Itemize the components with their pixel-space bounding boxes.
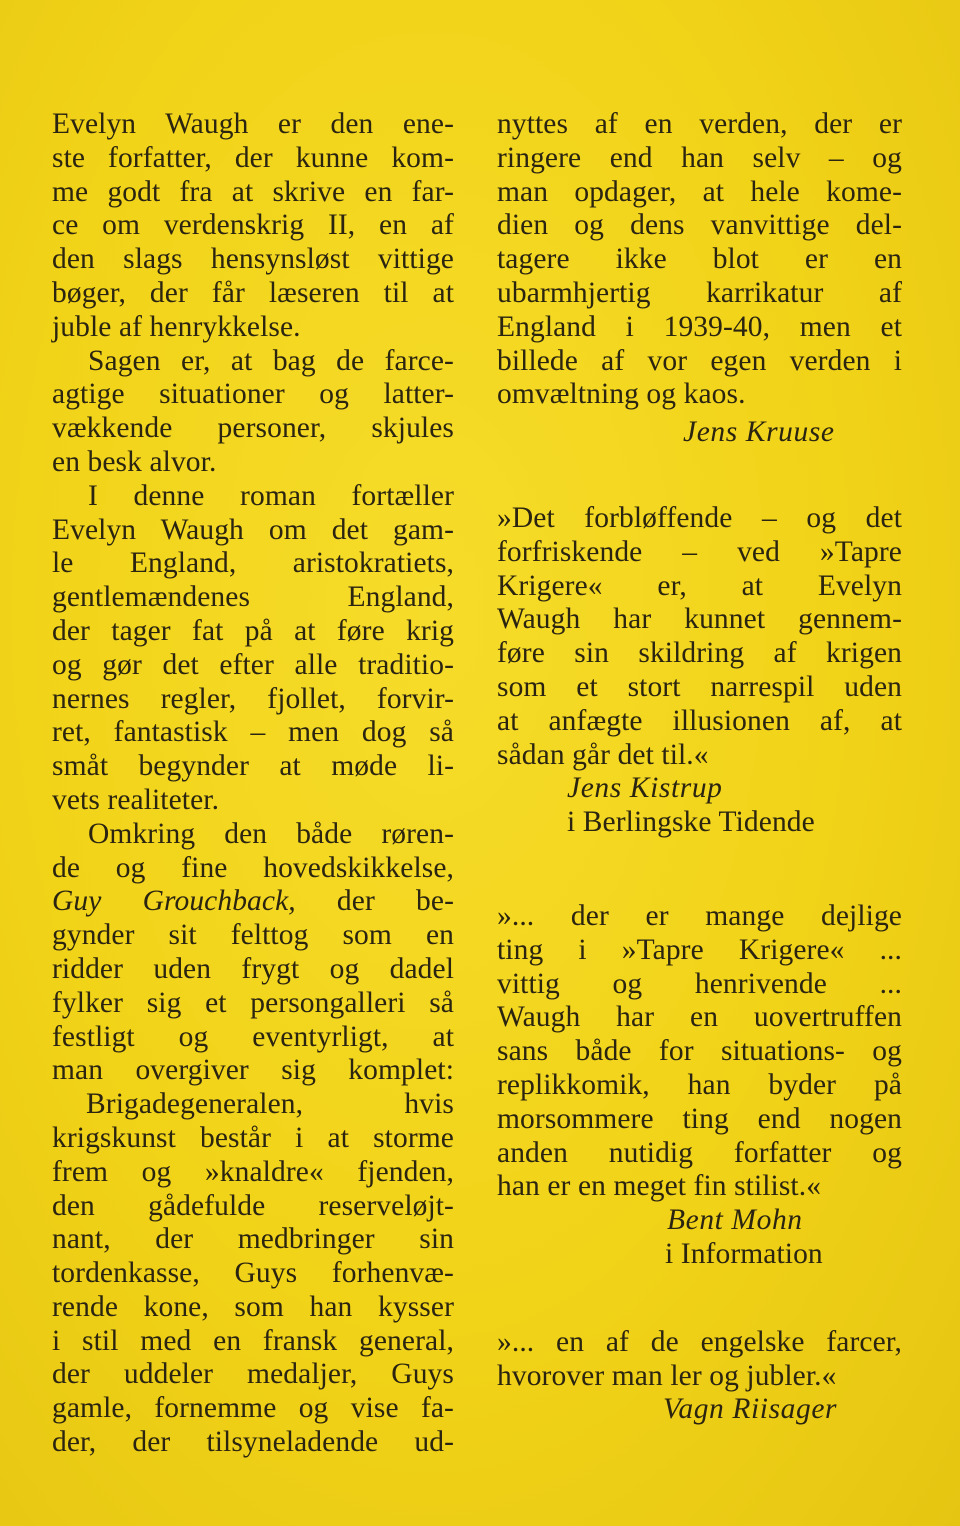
text-line: nyttes af en verden, der er	[497, 108, 902, 140]
text-line: England i 1939-40, men et	[497, 310, 902, 343]
text-line: billede af vor egen verden i	[497, 344, 902, 377]
text-line: frem og »knaldre« fjenden,	[52, 1155, 454, 1188]
blurb-column	[52, 108, 454, 1460]
text-line: den slags hensynsløst vittige	[52, 243, 454, 276]
text-line: som et stort narrespil uden	[497, 670, 902, 703]
text-line: en besk alvor.	[52, 445, 217, 478]
text-line: Waugh har kunnet gennem-	[497, 603, 902, 636]
text-line: Omkring den både røren-	[88, 817, 454, 850]
text-line: le England, aristokratiets,	[52, 547, 454, 580]
text-fragment: der be-	[336, 885, 454, 918]
review-source: i Information	[665, 1237, 823, 1270]
review-author: Vagn Riisager	[663, 1393, 838, 1426]
text-line: I denne roman fortæller	[88, 479, 454, 512]
protagonist-name: Guy Grouchback,	[52, 885, 296, 918]
text-line: krigskunst består i at storme	[52, 1121, 454, 1154]
text-line: tagere ikke blot er en	[497, 243, 902, 276]
review-author: Jens Kistrup	[567, 772, 723, 805]
text-line: ridder uden frygt og dadel	[52, 952, 454, 985]
text-line: ce om verdenskrig II, en af	[52, 209, 454, 242]
text-line: rende kone, som han kysser	[52, 1290, 454, 1323]
text-line: Sagen er, at bag de farce-	[88, 344, 454, 377]
text-line: der tager fat på at føre krig	[52, 614, 454, 647]
text-line: fylker sig et persongalleri så	[52, 986, 454, 1019]
text-line: hvorover man ler og jubler.«	[497, 1359, 837, 1392]
text-line: forfriskende – ved »Tapre	[497, 535, 902, 568]
reviews-column	[497, 108, 902, 1427]
text-line: Evelyn Waugh er den ene-	[52, 108, 454, 140]
review-riisager	[497, 1326, 902, 1427]
text-line: vækkende personer, skjules	[52, 412, 454, 445]
text-line: morsommere ting end nogen	[497, 1102, 902, 1135]
text-line: at anfægte illusionen af, at	[497, 704, 902, 737]
review-source: i Berlingske Tidende	[567, 806, 815, 839]
text-line: nant, der medbringer sin	[52, 1223, 454, 1256]
text-line: i stil med en fransk general,	[52, 1324, 454, 1357]
text-line: agtige situationer og latter-	[52, 378, 454, 411]
text-line: man overgiver sig komplet:	[52, 1054, 454, 1087]
text-line: festligt og eventyrligt, at	[52, 1020, 454, 1053]
text-line: anden nutidig forfatter og	[497, 1136, 902, 1169]
text-line: »... der er mange dejlige	[497, 899, 902, 932]
text-line: omvæltning og kaos.	[497, 378, 746, 411]
review-author: Bent Mohn	[667, 1204, 803, 1237]
text-line: føre sin skildring af krigen	[497, 637, 902, 670]
text-line: »Det forbløffende – og det	[497, 501, 902, 534]
text-line	[52, 885, 454, 919]
text-line: sådan går det til.«	[497, 738, 709, 771]
text-line: der, der tilsyneladende ud-	[52, 1426, 454, 1459]
review-author: Jens Kruuse	[683, 416, 835, 449]
text-line: nernes regler, fjollet, forvir-	[52, 682, 454, 715]
text-line: gynder sit felttog som en	[52, 919, 454, 952]
text-line: han er en meget fin stilist.«	[497, 1170, 822, 1203]
text-line: Brigadegeneralen, hvis	[86, 1088, 454, 1121]
text-line: vets realiteter.	[52, 783, 220, 816]
text-line: tordenkasse, Guys forhenvæ-	[52, 1257, 454, 1290]
text-line: vittig og henrivende ...	[497, 967, 902, 1000]
text-line: småt begynder at møde li-	[52, 750, 454, 783]
text-line: me godt fra at skrive en far-	[52, 175, 454, 208]
review-kruuse	[497, 108, 902, 450]
text-line: juble af henrykkelse.	[52, 310, 301, 343]
text-line: man opdager, at hele kome-	[497, 175, 902, 208]
review-kistrup	[497, 502, 902, 840]
text-line: Krigere« er, at Evelyn	[497, 569, 902, 602]
text-line: Waugh har en uovertruffen	[497, 1001, 902, 1034]
text-line: sans både for situations- og	[497, 1035, 902, 1068]
text-line: ret, fantastisk – men dog så	[52, 716, 454, 749]
text-line: »... en af de engelske farcer,	[497, 1325, 902, 1358]
text-line: der uddeler medaljer, Guys	[52, 1358, 454, 1391]
text-line: den gådefulde reserveløjt-	[52, 1189, 454, 1222]
text-line: ringere end han selv – og	[497, 141, 902, 174]
text-line: de og fine hovedskikkelse,	[52, 851, 454, 884]
text-line: replikkomik, han byder på	[497, 1068, 902, 1101]
text-line: gentlemændenes England,	[52, 581, 454, 614]
text-line: og gør det efter alle traditio-	[52, 648, 454, 681]
text-line: Evelyn Waugh om det gam-	[52, 513, 454, 546]
text-line: ting i »Tapre Krigere« ...	[497, 933, 902, 966]
text-line: ste forfatter, der kunne kom-	[52, 141, 454, 174]
text-line: gamle, fornemme og vise fa-	[52, 1392, 454, 1425]
review-mohn	[497, 900, 902, 1272]
text-line: dien og dens vanvittige del-	[497, 209, 902, 242]
text-line: ubarmhjertig karrikatur af	[497, 276, 902, 309]
text-line: bøger, der får læseren til at	[52, 276, 454, 309]
